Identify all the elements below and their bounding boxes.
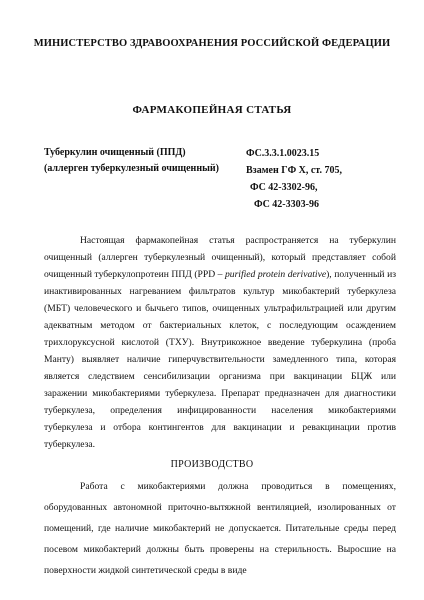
replaces-line-2: ФС 42-3302-96, <box>250 182 318 193</box>
intro-paragraph-block <box>44 232 396 453</box>
production-heading: ПРОИЗВОДСТВО <box>170 459 254 470</box>
intro-text-part1: Настоящая фармакопейная статья распространяется на туберкулин очищенный (аллерген туберкулезный очищенный), который представляет собой очищенный туберкулопротеин ППД (PPD – <box>44 235 396 280</box>
replaces-line-3: ФС 42-3303-96 <box>254 199 319 210</box>
article-code: ФС.3.3.1.0023.15 <box>246 148 320 159</box>
intro-text-part2: ), полученный из инактивированных нагреванием фильтратов культур микобактерий туберкулеза (МБТ) человеческого и бычьего типов, очищенных ультрафильтрацией или другим адекватным методом от бактериальных клеток, с последующим осаждением трихлоруксусной кислотой (ТХУ). Внутрикожное введение туберкулина (проба Манту) выявляет наличие гиперчувствительности замедленного типа, которая является следствием сенсибилизации организма при вакцинации БЦЖ или заражении микобактериями туберкулеза. Препарат предназначен для диагностики туберкулеза, определения инфицированности населения микобактериями туберкулеза и отбора контингентов для вакцинации и ревакцинации против туберкулеза. <box>44 269 396 450</box>
intro-italic-term: purified protein derivative <box>224 269 327 280</box>
document-title: ФАРМАКОПЕЙНАЯ СТАТЬЯ <box>132 104 292 116</box>
preparation-name-block <box>44 145 219 177</box>
intro-paragraph <box>44 232 396 453</box>
article-codes-block <box>246 145 342 213</box>
replaces-line-1: Взамен ГФ X, ст. 705, <box>246 165 342 176</box>
preparation-synonym: (аллерген туберкулезный очищенный) <box>44 163 219 174</box>
ministry-heading: МИНИСТЕРСТВО ЗДРАВООХРАНЕНИЯ РОССИЙСКОЙ ФЕДЕРАЦИИ <box>33 38 391 49</box>
preparation-name: Туберкулин очищенный (ППД) <box>44 147 186 158</box>
production-paragraph: Работа с микобактериями должна проводиться в помещениях, оборудованных автономной приточно-вытяжной вентиляцией, изолированных от помещений, где наличие микобактерий не допускается. Питательные среды перед посевом микобактерий должны быть проверены на стерильность. Выросшие на поверхности жидкой синтетической среды в виде <box>44 481 396 576</box>
production-paragraph-block <box>44 476 396 581</box>
